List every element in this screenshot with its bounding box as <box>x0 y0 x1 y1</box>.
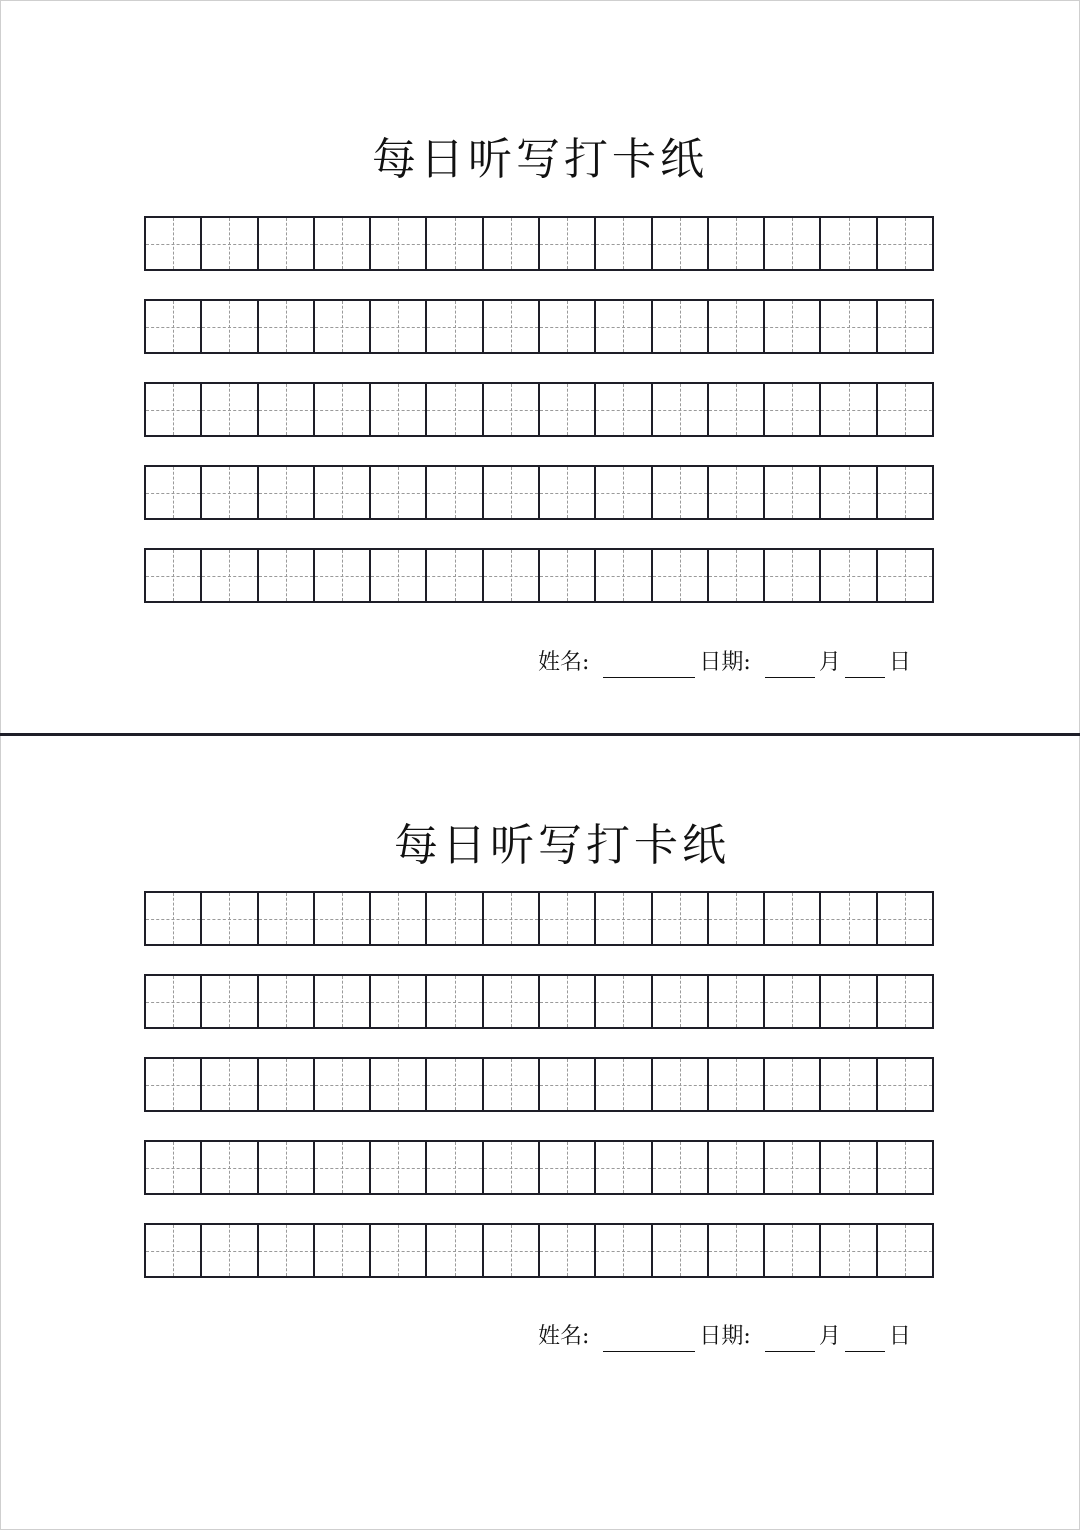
writing-cell[interactable] <box>821 218 877 269</box>
writing-cell[interactable] <box>821 893 877 944</box>
writing-cell[interactable] <box>878 550 934 601</box>
writing-cell[interactable] <box>484 301 540 352</box>
date-label: 日期: <box>699 1324 751 1349</box>
writing-cell[interactable] <box>315 467 371 518</box>
writing-cell[interactable] <box>315 893 371 944</box>
writing-cell[interactable] <box>765 1059 821 1110</box>
writing-cell[interactable] <box>259 467 315 518</box>
writing-cell[interactable] <box>484 1142 540 1193</box>
writing-cell[interactable] <box>315 550 371 601</box>
month-label: 月 <box>818 650 841 675</box>
writing-cell[interactable] <box>709 976 765 1027</box>
writing-cell[interactable] <box>427 1142 483 1193</box>
writing-cell[interactable] <box>427 301 483 352</box>
writing-cell[interactable] <box>596 1225 652 1276</box>
writing-cell[interactable] <box>653 384 709 435</box>
writing-cell[interactable] <box>878 1225 934 1276</box>
writing-cell[interactable] <box>371 893 427 944</box>
sheet-footer <box>538 1322 911 1352</box>
writing-cell[interactable] <box>709 893 765 944</box>
writing-cell[interactable] <box>596 893 652 944</box>
writing-cell[interactable] <box>765 467 821 518</box>
writing-cell[interactable] <box>259 1225 315 1276</box>
writing-cell[interactable] <box>427 218 483 269</box>
writing-cell[interactable] <box>259 1059 315 1110</box>
writing-cell[interactable] <box>709 384 765 435</box>
writing-cell[interactable] <box>146 1225 202 1276</box>
writing-cell[interactable] <box>765 893 821 944</box>
writing-cell[interactable] <box>484 1059 540 1110</box>
writing-cell[interactable] <box>653 301 709 352</box>
writing-cell[interactable] <box>596 976 652 1027</box>
writing-cell[interactable] <box>821 384 877 435</box>
writing-cell[interactable] <box>259 218 315 269</box>
writing-cell[interactable] <box>202 1059 258 1110</box>
writing-cell[interactable] <box>484 384 540 435</box>
writing-cell[interactable] <box>202 550 258 601</box>
writing-grid <box>144 216 934 631</box>
writing-cell[interactable] <box>146 384 202 435</box>
writing-cell[interactable] <box>540 218 596 269</box>
sheet-title: 每日听写打卡纸 <box>394 820 730 871</box>
writing-cell[interactable] <box>878 1059 934 1110</box>
writing-cell[interactable] <box>315 1225 371 1276</box>
grid-row <box>144 382 934 437</box>
writing-cell[interactable] <box>202 1142 258 1193</box>
writing-cell[interactable] <box>146 467 202 518</box>
writing-cell[interactable] <box>596 467 652 518</box>
writing-cell[interactable] <box>202 218 258 269</box>
writing-cell[interactable] <box>878 218 934 269</box>
writing-cell[interactable] <box>202 384 258 435</box>
writing-cell[interactable] <box>878 893 934 944</box>
writing-cell[interactable] <box>371 301 427 352</box>
name-blank[interactable] <box>603 653 695 678</box>
writing-cell[interactable] <box>540 976 596 1027</box>
writing-cell[interactable] <box>709 550 765 601</box>
writing-cell[interactable] <box>146 301 202 352</box>
sheet-footer <box>538 648 911 678</box>
writing-cell[interactable] <box>878 976 934 1027</box>
writing-cell[interactable] <box>259 301 315 352</box>
writing-cell[interactable] <box>146 550 202 601</box>
sheet-title: 每日听写打卡纸 <box>372 134 708 185</box>
writing-cell[interactable] <box>653 467 709 518</box>
writing-cell[interactable] <box>596 218 652 269</box>
writing-cell[interactable] <box>202 976 258 1027</box>
writing-cell[interactable] <box>371 976 427 1027</box>
writing-cell[interactable] <box>202 301 258 352</box>
day-blank[interactable] <box>845 653 885 678</box>
month-label: 月 <box>818 1324 841 1349</box>
writing-cell[interactable] <box>484 550 540 601</box>
writing-cell[interactable] <box>709 301 765 352</box>
writing-cell[interactable] <box>315 384 371 435</box>
dictation-sheet-top <box>0 0 1080 735</box>
writing-cell[interactable] <box>878 384 934 435</box>
name-label: 姓名: <box>538 650 590 675</box>
writing-cell[interactable] <box>484 976 540 1027</box>
writing-cell[interactable] <box>653 1142 709 1193</box>
writing-cell[interactable] <box>146 1059 202 1110</box>
month-blank[interactable] <box>765 653 815 678</box>
writing-cell[interactable] <box>821 550 877 601</box>
writing-cell[interactable] <box>315 976 371 1027</box>
writing-cell[interactable] <box>146 893 202 944</box>
writing-cell[interactable] <box>596 550 652 601</box>
writing-cell[interactable] <box>315 1059 371 1110</box>
writing-cell[interactable] <box>821 467 877 518</box>
writing-cell[interactable] <box>653 976 709 1027</box>
month-blank[interactable] <box>765 1327 815 1352</box>
writing-cell[interactable] <box>596 384 652 435</box>
day-label: 日 <box>888 1324 911 1349</box>
grid-row <box>144 299 934 354</box>
writing-cell[interactable] <box>653 1059 709 1110</box>
writing-cell[interactable] <box>484 893 540 944</box>
writing-cell[interactable] <box>709 1059 765 1110</box>
writing-cell[interactable] <box>371 467 427 518</box>
writing-cell[interactable] <box>484 218 540 269</box>
writing-cell[interactable] <box>202 467 258 518</box>
writing-cell[interactable] <box>371 218 427 269</box>
writing-cell[interactable] <box>146 976 202 1027</box>
writing-cell[interactable] <box>765 976 821 1027</box>
writing-cell[interactable] <box>878 1142 934 1193</box>
name-label: 姓名: <box>538 1324 590 1349</box>
writing-cell[interactable] <box>371 1142 427 1193</box>
writing-cell[interactable] <box>202 893 258 944</box>
day-label: 日 <box>888 650 911 675</box>
writing-cell[interactable] <box>427 893 483 944</box>
name-blank[interactable] <box>603 1327 695 1352</box>
writing-cell[interactable] <box>484 467 540 518</box>
writing-cell[interactable] <box>765 301 821 352</box>
writing-cell[interactable] <box>596 1142 652 1193</box>
writing-cell[interactable] <box>765 1142 821 1193</box>
writing-cell[interactable] <box>540 550 596 601</box>
writing-cell[interactable] <box>259 976 315 1027</box>
writing-cell[interactable] <box>653 893 709 944</box>
writing-cell[interactable] <box>371 1059 427 1110</box>
writing-cell[interactable] <box>596 301 652 352</box>
writing-cell[interactable] <box>427 976 483 1027</box>
writing-cell[interactable] <box>821 976 877 1027</box>
grid-row <box>144 1057 934 1112</box>
date-label: 日期: <box>699 650 751 675</box>
writing-cell[interactable] <box>259 1142 315 1193</box>
grid-row <box>144 891 934 946</box>
writing-cell[interactable] <box>371 1225 427 1276</box>
writing-cell[interactable] <box>765 218 821 269</box>
writing-cell[interactable] <box>371 550 427 601</box>
writing-cell[interactable] <box>259 550 315 601</box>
writing-cell[interactable] <box>821 1142 877 1193</box>
writing-cell[interactable] <box>371 384 427 435</box>
writing-cell[interactable] <box>259 384 315 435</box>
writing-cell[interactable] <box>540 1059 596 1110</box>
writing-cell[interactable] <box>765 550 821 601</box>
grid-row <box>144 548 934 603</box>
grid-row <box>144 974 934 1029</box>
writing-cell[interactable] <box>765 384 821 435</box>
writing-cell[interactable] <box>878 301 934 352</box>
writing-cell[interactable] <box>427 384 483 435</box>
writing-cell[interactable] <box>427 1225 483 1276</box>
grid-row <box>144 465 934 520</box>
writing-cell[interactable] <box>146 218 202 269</box>
writing-cell[interactable] <box>315 218 371 269</box>
writing-cell[interactable] <box>315 1142 371 1193</box>
writing-cell[interactable] <box>653 550 709 601</box>
writing-cell[interactable] <box>540 467 596 518</box>
writing-cell[interactable] <box>540 1142 596 1193</box>
writing-cell[interactable] <box>315 301 371 352</box>
writing-cell[interactable] <box>202 1225 258 1276</box>
writing-cell[interactable] <box>653 1225 709 1276</box>
writing-cell[interactable] <box>427 1059 483 1110</box>
writing-cell[interactable] <box>653 218 709 269</box>
writing-cell[interactable] <box>821 301 877 352</box>
writing-cell[interactable] <box>709 218 765 269</box>
dictation-sheet-bottom <box>0 736 1080 1471</box>
writing-cell[interactable] <box>709 467 765 518</box>
writing-cell[interactable] <box>259 893 315 944</box>
writing-cell[interactable] <box>540 384 596 435</box>
writing-cell[interactable] <box>596 1059 652 1110</box>
writing-cell[interactable] <box>427 550 483 601</box>
writing-cell[interactable] <box>709 1142 765 1193</box>
writing-cell[interactable] <box>540 301 596 352</box>
writing-cell[interactable] <box>540 1225 596 1276</box>
writing-cell[interactable] <box>821 1059 877 1110</box>
grid-row <box>144 1223 934 1278</box>
grid-row <box>144 216 934 271</box>
grid-row <box>144 1140 934 1195</box>
day-blank[interactable] <box>845 1327 885 1352</box>
writing-cell[interactable] <box>878 467 934 518</box>
writing-cell[interactable] <box>765 1225 821 1276</box>
writing-cell[interactable] <box>540 893 596 944</box>
writing-grid <box>144 891 934 1306</box>
writing-cell[interactable] <box>427 467 483 518</box>
writing-cell[interactable] <box>709 1225 765 1276</box>
writing-cell[interactable] <box>821 1225 877 1276</box>
writing-cell[interactable] <box>484 1225 540 1276</box>
writing-cell[interactable] <box>146 1142 202 1193</box>
